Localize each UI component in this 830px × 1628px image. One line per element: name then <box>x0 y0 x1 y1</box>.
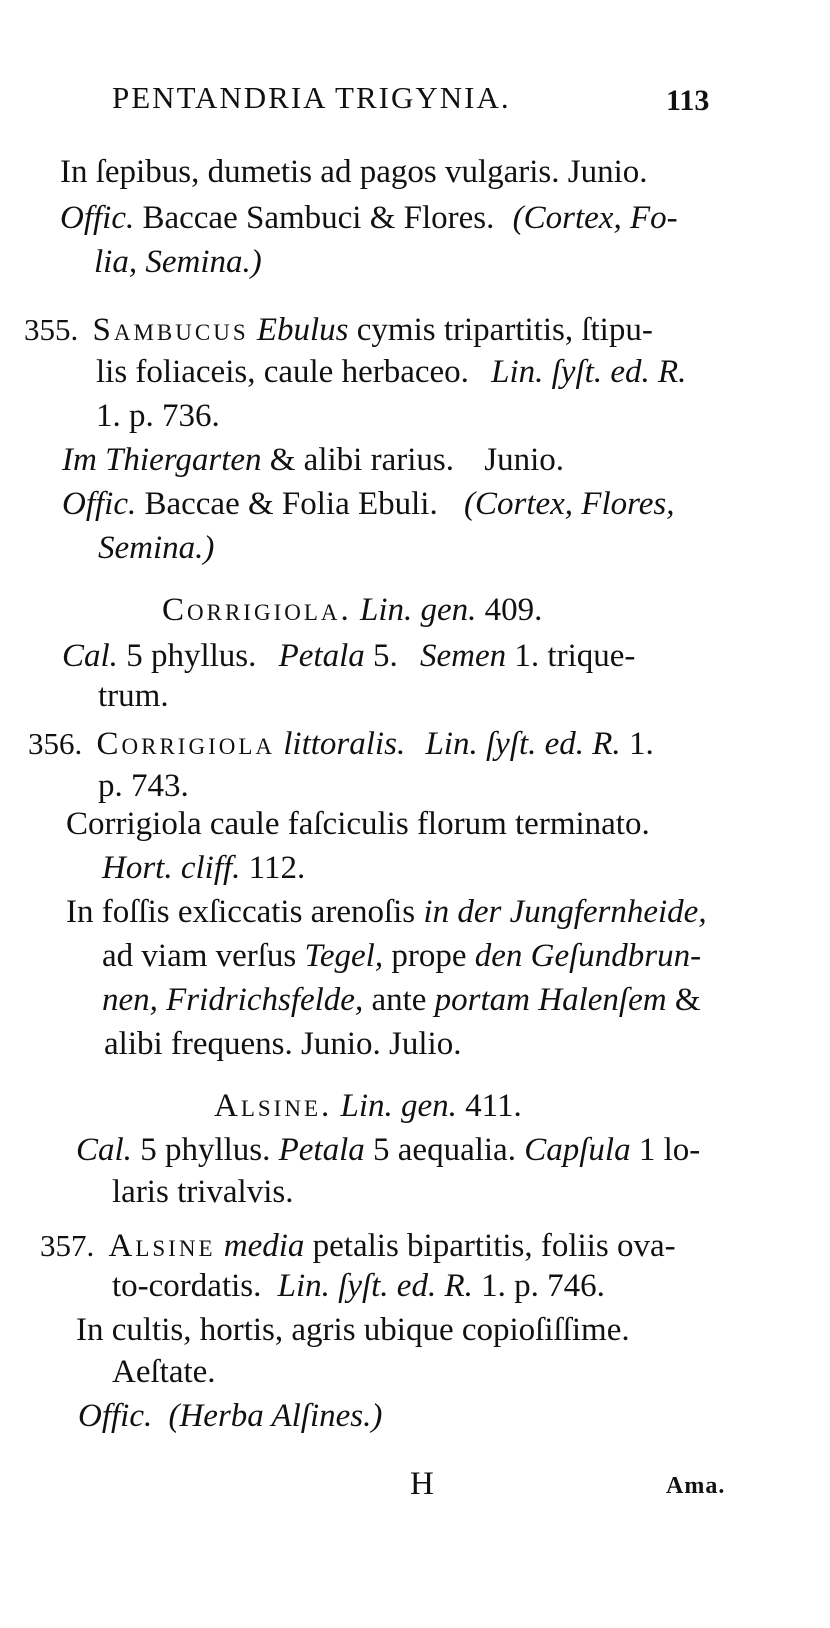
offic-label: Offic. <box>60 200 135 236</box>
locality-text: & alibi rarius. <box>269 442 454 478</box>
genus-heading-name: Corrigiola. <box>162 592 352 628</box>
entry-number: 357. <box>40 1228 95 1263</box>
locality-name: portam Halenſem <box>434 982 667 1018</box>
entry-355-line <box>24 314 653 347</box>
cal-text: 5 phyllus. <box>140 1132 271 1168</box>
locality-text: prope <box>391 938 467 974</box>
signature-mark: H <box>410 1466 434 1502</box>
text-line: Corrigiola caule faſciculis florum terminato. <box>66 806 650 842</box>
genus-heading <box>162 594 542 627</box>
petala-label: Petala <box>278 1132 365 1168</box>
text-line: laris trivalvis. <box>112 1174 294 1210</box>
locality-text: In foſſis exſiccatis arenoſis <box>66 894 416 930</box>
genus-heading-ref: Lin. gen. <box>340 1088 457 1124</box>
locality-line <box>66 896 707 929</box>
page-number: 113 <box>666 84 710 117</box>
genus-heading-refnum: 411. <box>465 1088 522 1124</box>
cal-text: 5 phyllus. <box>126 638 257 674</box>
genus-heading-name: Alsine. <box>214 1088 333 1124</box>
text-line: alibi frequens. Junio. Julio. <box>104 1026 462 1062</box>
offic-parenthetical: (Herba Alſines.) <box>168 1398 383 1434</box>
hort-ref-number: 112. <box>248 850 306 886</box>
entry-356-line <box>28 728 654 761</box>
text-line: lia, Semina.) <box>94 244 262 280</box>
locality-name: in der Jungfernheide, <box>423 894 707 930</box>
text-line <box>60 202 678 235</box>
petala-label: Petala <box>278 638 365 674</box>
cal-label: Cal. <box>62 638 118 674</box>
text-line: trum. <box>98 678 169 714</box>
offic-label: Offic. <box>78 1398 153 1434</box>
catchword: Ama. <box>666 1473 726 1499</box>
text-line: p. 743. <box>98 768 189 804</box>
diagnosis-text: petalis bipartitis, foliis ova- <box>312 1228 676 1264</box>
locality-line: In cultis, hortis, agris ubique copioſiſſime. <box>76 1312 630 1348</box>
genus-heading-ref: Lin. gen. <box>360 592 477 628</box>
locality-name: Tegel, <box>304 938 384 974</box>
locality-name: nen, Fridrichsfelde, <box>102 982 364 1018</box>
text-line: Aeſtate. <box>112 1354 216 1390</box>
genus-character-line <box>76 1134 700 1167</box>
species-name: media <box>223 1228 305 1264</box>
petala-text: 5 aequalia. <box>373 1132 516 1168</box>
diagnosis-text: cymis tripartitis, ſtipu- <box>356 312 653 348</box>
genus-name: Corrigiola <box>96 726 275 762</box>
text-line: In ſepibus, dumetis ad pagos vulgaris. Junio. <box>60 154 648 190</box>
genus-character-line <box>62 640 635 673</box>
semen-label: Semen <box>420 638 507 674</box>
offic-text: Baccae & Folia Ebuli. <box>144 486 438 522</box>
offic-text: Baccae Sambuci & Flores. <box>142 200 495 236</box>
text-line <box>102 852 305 885</box>
capsula-label: Capſula <box>524 1132 631 1168</box>
genus-heading <box>214 1090 522 1123</box>
text-line <box>62 488 674 521</box>
hort-ref: Hort. cliff. <box>102 850 241 886</box>
reference-number: 1. p. 746. <box>481 1268 605 1304</box>
locality-text: ad viam verſus <box>102 938 297 974</box>
reference-number: 1. <box>628 726 654 762</box>
locality-text: & <box>674 982 701 1018</box>
cal-label: Cal. <box>76 1132 132 1168</box>
species-name: Ebulus <box>256 312 349 348</box>
locality-name: Im Thiergarten <box>62 442 262 478</box>
capsula-text: 1 lo- <box>638 1132 701 1168</box>
diagnosis-text: lis foliaceis, caule herbaceo. <box>96 354 469 390</box>
reference: Lin. ſyſt. ed. R. <box>425 726 621 762</box>
running-header-title: PENTANDRIA TRIGYNIA. <box>112 80 511 115</box>
semen-text: 1. trique- <box>514 638 636 674</box>
reference: Lin. ſyſt. ed. R. <box>491 354 687 390</box>
offic-parenthetical: (Cortex, Fo- <box>512 200 678 236</box>
locality-text: ante <box>371 982 427 1018</box>
text-line <box>78 1400 382 1433</box>
offic-label: Offic. <box>62 486 137 522</box>
reference: Lin. ſyſt. ed. R. <box>277 1268 473 1304</box>
entry-number: 355. <box>24 312 79 347</box>
text-line: 1. p. 736. <box>96 398 220 434</box>
locality-line <box>102 940 701 973</box>
entry-number: 356. <box>28 726 83 761</box>
locality-name: den Geſundbrun- <box>474 938 702 974</box>
genus-name: Alsine <box>108 1228 216 1264</box>
text-line <box>112 1270 605 1303</box>
text-line: Semina.) <box>98 530 215 566</box>
locality-line <box>102 984 700 1017</box>
genus-heading-refnum: 409. <box>484 592 543 628</box>
flowering-month: Junio. <box>484 442 564 478</box>
text-line <box>96 356 686 389</box>
locality-line <box>62 444 564 477</box>
diagnosis-text: to-cordatis. <box>112 1268 262 1304</box>
genus-name: Sambucus <box>92 312 249 348</box>
petala-text: 5. <box>373 638 398 674</box>
offic-parenthetical: (Cortex, Flores, <box>463 486 675 522</box>
entry-357-line <box>40 1230 676 1263</box>
species-name: littoralis. <box>283 726 406 762</box>
